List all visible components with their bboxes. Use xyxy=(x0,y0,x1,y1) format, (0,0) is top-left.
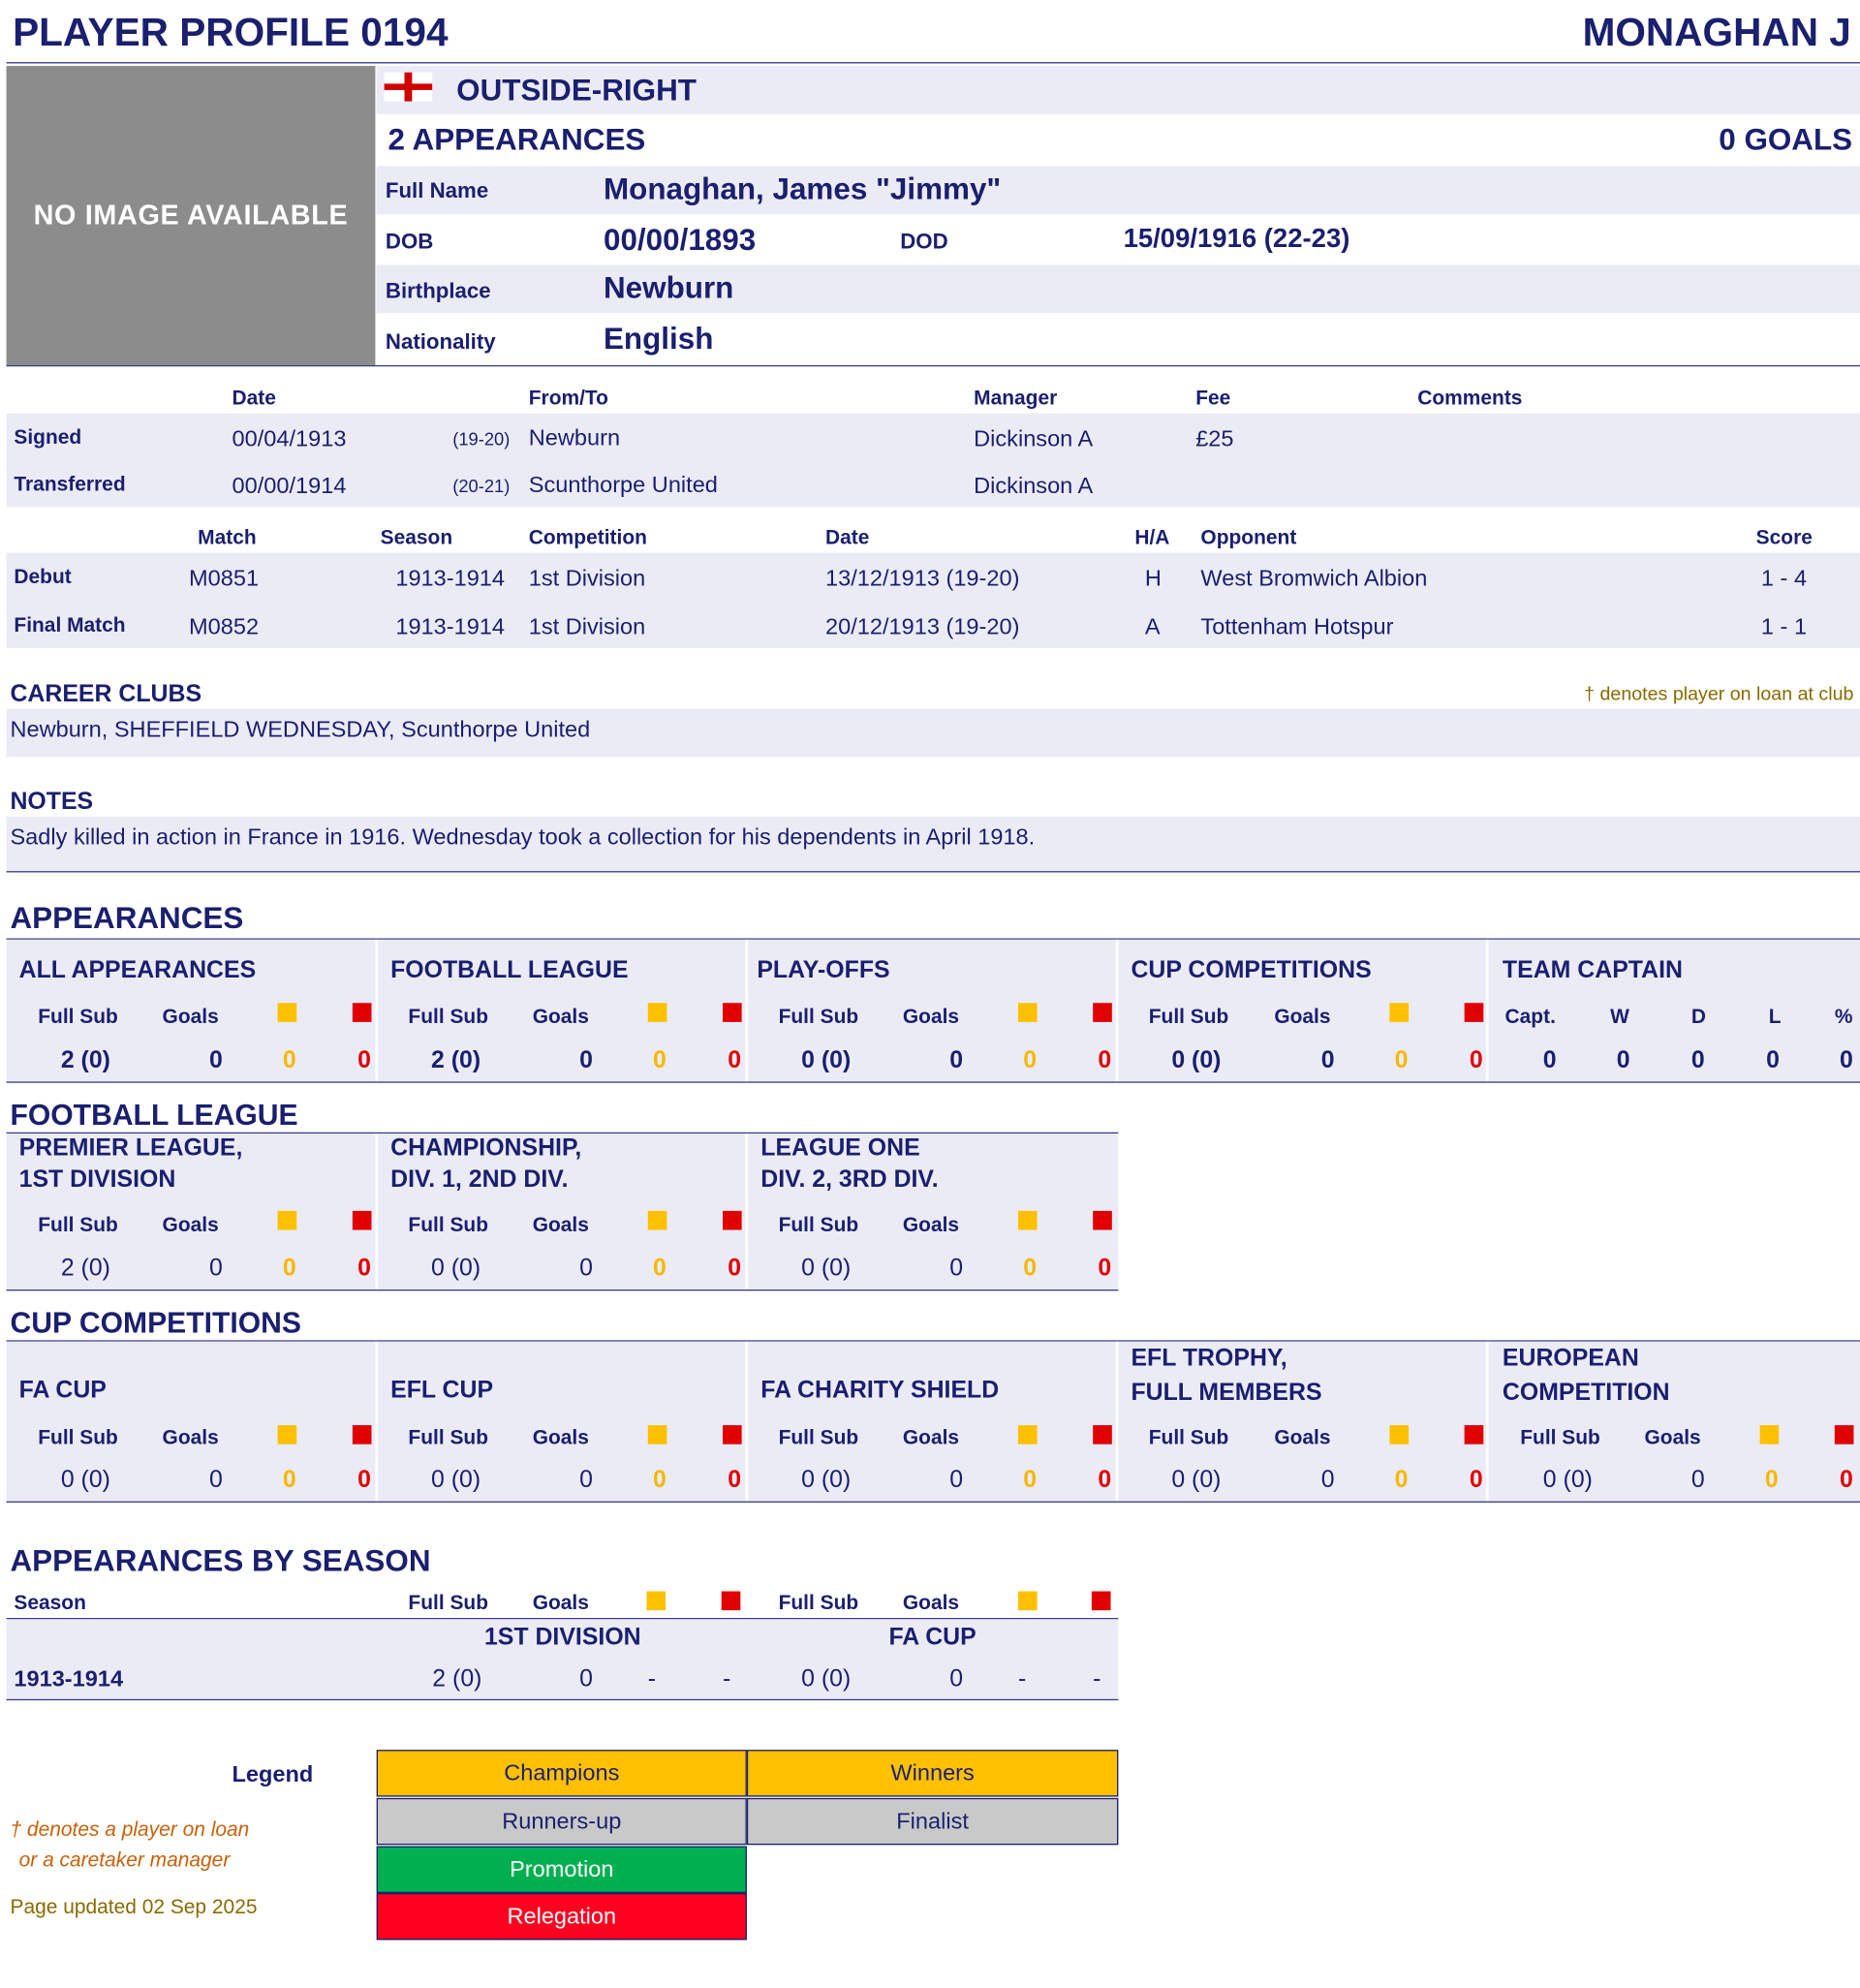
notes-title: NOTES xyxy=(10,789,94,816)
notes-divider xyxy=(7,871,1860,872)
yellow-value: 0 xyxy=(1023,1467,1038,1494)
dod-value: 15/09/1916 (22-23) xyxy=(1123,224,1350,254)
full-sub-label: Full Sub xyxy=(778,1427,859,1449)
profile-title: PLAYER PROFILE 0194 xyxy=(13,10,449,55)
match-row-opponent: Tottenham Hotspur xyxy=(1200,613,1394,639)
dod-label: DOD xyxy=(900,229,948,254)
transfer-date-header: Date xyxy=(232,388,276,410)
red-card-icon xyxy=(1835,1425,1854,1444)
block-title-line2: COMPETITION xyxy=(1502,1379,1670,1407)
season-row-season: 1913-1914 xyxy=(14,1665,124,1692)
transfer-row-label: Signed xyxy=(14,427,82,450)
red-value: 0 xyxy=(1098,1255,1112,1283)
block-title-line1: PREMIER LEAGUE, xyxy=(18,1134,243,1162)
footer-loan-note-1: † denotes a player on loan xyxy=(10,1819,250,1842)
match-score-header: Score xyxy=(1755,527,1813,549)
yellow-card-icon xyxy=(1018,1592,1038,1611)
red-card-icon xyxy=(1093,1003,1112,1022)
transfer-row-date: 00/04/1913 xyxy=(232,425,347,451)
apps-value: 0 (0) xyxy=(801,1255,852,1283)
header-divider xyxy=(7,62,1860,63)
full-sub-label: Full Sub xyxy=(38,1214,118,1237)
apps-value: 2 (0) xyxy=(60,1255,110,1283)
col-divider xyxy=(375,940,378,1082)
yellow-value: 0 xyxy=(1764,1467,1779,1494)
match-opponent-header: Opponent xyxy=(1200,527,1297,549)
red-card-icon xyxy=(1093,1425,1112,1444)
yellow-value: 0 xyxy=(653,1467,666,1494)
match-row-label: Debut xyxy=(14,567,72,589)
block-title: FA CHARITY SHIELD xyxy=(760,1377,1000,1404)
season-row-g2-yellow: - xyxy=(1017,1665,1027,1693)
yellow-card-icon xyxy=(646,1592,666,1611)
player-position: OUTSIDE-RIGHT xyxy=(456,73,697,109)
match-row-id: M0851 xyxy=(189,565,260,591)
block-title: EFL CUP xyxy=(390,1377,494,1404)
match-row-season: 1913-1914 xyxy=(395,613,506,639)
full-name-value: Monaghan, James "Jimmy" xyxy=(603,171,1002,207)
goals-label: Goals xyxy=(1274,1427,1331,1449)
yellow-card-icon xyxy=(278,1003,297,1022)
match-row-score: 1 - 4 xyxy=(1760,565,1808,591)
red-card-icon xyxy=(353,1003,372,1022)
red-card-icon xyxy=(353,1425,372,1444)
apps-value: 2 (0) xyxy=(430,1047,481,1074)
transfer-comments-header: Comments xyxy=(1417,388,1523,410)
yellow-value: 0 xyxy=(282,1255,296,1283)
legend-champions xyxy=(377,1750,747,1796)
col-divider xyxy=(746,1342,749,1502)
career-clubs-title: CAREER CLUBS xyxy=(10,680,202,708)
yellow-card-icon xyxy=(1760,1425,1780,1444)
season-row-g2-apps: 0 (0) xyxy=(801,1665,852,1693)
goals-value: 0 xyxy=(579,1047,593,1074)
legend-champions-label: Champions xyxy=(504,1759,620,1786)
col-divider xyxy=(1116,940,1119,1082)
full-sub-label: Full Sub xyxy=(1148,1007,1229,1029)
legend-finalist-label: Finalist xyxy=(896,1808,969,1834)
appearances-bottom-line xyxy=(7,1081,1860,1082)
transfer-row-manager: Dickinson A xyxy=(974,473,1094,499)
red-value: 0 xyxy=(1840,1467,1853,1494)
red-value: 0 xyxy=(728,1467,742,1494)
legend-relegation-label: Relegation xyxy=(507,1903,617,1929)
captain-title: TEAM CAPTAIN xyxy=(1502,957,1683,984)
transfer-row-season: (19-20) xyxy=(452,428,511,450)
yellow-value: 0 xyxy=(1023,1047,1038,1074)
match-season-header: Season xyxy=(380,527,453,549)
england-flag-icon xyxy=(385,73,433,102)
goals-label: Goals xyxy=(902,1214,960,1237)
stripe-birthplace xyxy=(377,265,1860,314)
legend-promotion-label: Promotion xyxy=(510,1856,614,1882)
appearances-title: APPEARANCES xyxy=(10,901,244,936)
yellow-card-icon xyxy=(278,1211,297,1230)
goals-value: 0 xyxy=(949,1255,964,1283)
yellow-value: 0 xyxy=(653,1047,666,1074)
season-header: Season xyxy=(14,1592,86,1615)
yellow-card-icon xyxy=(1389,1003,1409,1022)
red-value: 0 xyxy=(1098,1467,1112,1494)
goals-label: Goals xyxy=(1644,1427,1701,1449)
photo-placeholder-text: NO IMAGE AVAILABLE xyxy=(33,199,349,232)
red-value: 0 xyxy=(728,1047,742,1074)
dob-label: DOB xyxy=(385,229,434,254)
goals-total: 0 GOALS xyxy=(1719,122,1853,158)
full-sub-label: Full Sub xyxy=(778,1214,859,1237)
red-card-icon xyxy=(723,1211,742,1230)
block-title: FA CUP xyxy=(18,1377,107,1404)
goals-label: Goals xyxy=(162,1007,219,1029)
g2-goals-label: Goals xyxy=(902,1592,960,1615)
cup-competitions-title: CUP COMPETITIONS xyxy=(10,1306,301,1340)
percent-value: 0 xyxy=(1840,1047,1853,1074)
season-row-g1-goals: 0 xyxy=(579,1665,593,1693)
goals-label: Goals xyxy=(532,1214,589,1237)
apps-value: 0 (0) xyxy=(801,1047,852,1074)
footer-loan-note-2: or a caretaker manager xyxy=(18,1849,231,1872)
block-title: FOOTBALL LEAGUE xyxy=(390,957,629,984)
col-divider xyxy=(1116,1342,1119,1502)
match-row-competition: 1st Division xyxy=(528,613,646,639)
page-updated: Page updated 02 Sep 2025 xyxy=(10,1896,258,1919)
player-short-name: MONAGHAN J xyxy=(1582,10,1851,55)
yellow-value: 0 xyxy=(1023,1255,1038,1283)
goals-value: 0 xyxy=(1320,1047,1335,1074)
goals-label: Goals xyxy=(162,1427,219,1449)
match-ha-header: H/A xyxy=(1134,527,1170,549)
yellow-card-icon xyxy=(1018,1425,1038,1444)
goals-value: 0 xyxy=(208,1255,223,1283)
birthplace-value: Newburn xyxy=(603,271,734,306)
goals-label: Goals xyxy=(1274,1007,1331,1029)
red-card-icon xyxy=(723,1003,742,1022)
football-league-title: FOOTBALL LEAGUE xyxy=(10,1098,298,1132)
apps-value: 0 (0) xyxy=(1542,1467,1593,1494)
legend-promotion xyxy=(377,1847,747,1893)
block-title-line2: 1ST DIVISION xyxy=(18,1166,176,1194)
goals-value: 0 xyxy=(208,1047,223,1074)
season-row-g1-red: - xyxy=(723,1665,731,1693)
match-row-score: 1 - 1 xyxy=(1760,613,1808,639)
yellow-card-icon xyxy=(1389,1425,1409,1444)
capt-value: 0 xyxy=(1542,1047,1557,1074)
red-card-icon xyxy=(1092,1592,1111,1611)
yellow-card-icon xyxy=(648,1425,667,1444)
percent-label: % xyxy=(1834,1007,1853,1029)
col-divider xyxy=(375,1134,378,1289)
block-title: CUP COMPETITIONS xyxy=(1131,957,1372,984)
col-divider xyxy=(1486,1342,1489,1502)
match-row-opponent: West Bromwich Albion xyxy=(1200,565,1428,591)
goals-value: 0 xyxy=(579,1255,593,1283)
transfer-row-manager: Dickinson A xyxy=(974,425,1094,451)
transfer-fromto-header: From/To xyxy=(528,388,608,410)
dob-value: 00/00/1893 xyxy=(603,223,757,258)
goals-label: Goals xyxy=(532,1007,589,1029)
match-row-id: M0852 xyxy=(189,613,260,639)
transfer-row-club: Scunthorpe United xyxy=(528,471,718,498)
notes-text: Sadly killed in action in France in 1916. Wednesday took a collection for his dependents in April 1918. xyxy=(10,823,1036,850)
goals-label: Goals xyxy=(532,1427,589,1449)
match-row-date: 20/12/1913 (19-20) xyxy=(825,613,1020,639)
apps-value: 0 (0) xyxy=(60,1467,110,1494)
legend-runners-up xyxy=(377,1798,747,1845)
legend-winners-label: Winners xyxy=(890,1759,975,1786)
apps-value: 0 (0) xyxy=(430,1255,481,1283)
col-divider xyxy=(375,1342,378,1502)
legend-title: Legend xyxy=(232,1760,314,1787)
career-loan-note: † denotes player on loan at club xyxy=(1584,683,1854,705)
legend-runners-up-label: Runners-up xyxy=(502,1808,622,1834)
block-title-line1: LEAGUE ONE xyxy=(760,1134,920,1162)
by-season-title: APPEARANCES BY SEASON xyxy=(10,1544,431,1579)
goals-value: 0 xyxy=(1690,1467,1705,1494)
full-sub-label: Full Sub xyxy=(38,1007,118,1029)
col-divider xyxy=(746,940,749,1082)
transfer-row-date: 00/00/1914 xyxy=(232,473,347,499)
apps-value: 0 (0) xyxy=(1171,1047,1222,1074)
match-id-header: Match xyxy=(198,527,257,549)
season-group-fa-cup: FA CUP xyxy=(888,1624,976,1652)
block-title-line2: DIV. 1, 2ND DIV. xyxy=(390,1166,569,1194)
match-competition-header: Competition xyxy=(528,527,647,549)
red-card-icon xyxy=(1465,1425,1484,1444)
nationality-value: English xyxy=(603,322,714,357)
stripe-full-name xyxy=(377,166,1860,214)
birthplace-label: Birthplace xyxy=(385,278,491,303)
red-value: 0 xyxy=(357,1047,371,1074)
red-card-icon xyxy=(353,1211,372,1230)
red-value: 0 xyxy=(357,1255,371,1283)
career-clubs-list: Newburn, SHEFFIELD WEDNESDAY, Scunthorpe United xyxy=(10,716,591,742)
yellow-value: 0 xyxy=(1394,1467,1409,1494)
draws-label: D xyxy=(1690,1007,1707,1029)
g2-full-sub-label: Full Sub xyxy=(778,1592,859,1615)
full-sub-label: Full Sub xyxy=(38,1427,118,1449)
details-divider xyxy=(7,365,1860,366)
full-sub-label: Full Sub xyxy=(1520,1427,1600,1449)
red-value: 0 xyxy=(357,1467,371,1494)
cups-bottom-line xyxy=(7,1502,1860,1503)
full-sub-label: Full Sub xyxy=(408,1007,489,1029)
match-row-ha: A xyxy=(1144,613,1161,639)
full-sub-label: Full Sub xyxy=(778,1007,859,1029)
block-title-line2: FULL MEMBERS xyxy=(1131,1379,1322,1407)
goals-value: 0 xyxy=(1320,1467,1335,1494)
season-row-g1-yellow: - xyxy=(647,1665,657,1693)
goals-value: 0 xyxy=(208,1467,223,1494)
goals-label: Goals xyxy=(162,1214,219,1237)
red-value: 0 xyxy=(728,1255,742,1283)
yellow-card-icon xyxy=(1018,1003,1038,1022)
match-row-label: Final Match xyxy=(14,614,126,637)
match-row-competition: 1st Division xyxy=(528,565,646,591)
losses-value: 0 xyxy=(1766,1047,1780,1074)
yellow-value: 0 xyxy=(282,1467,296,1494)
red-value: 0 xyxy=(1469,1467,1483,1494)
goals-value: 0 xyxy=(949,1467,964,1494)
yellow-card-icon xyxy=(278,1425,297,1444)
photo-placeholder xyxy=(7,66,376,365)
match-row-ha: H xyxy=(1144,565,1162,591)
block-title: PLAY-OFFS xyxy=(757,957,890,984)
full-sub-label: Full Sub xyxy=(408,1214,489,1237)
full-sub-label: Full Sub xyxy=(408,1427,489,1449)
legend-winners xyxy=(747,1750,1118,1796)
apps-value: 2 (0) xyxy=(60,1047,110,1074)
yellow-value: 0 xyxy=(653,1255,666,1283)
block-title-line1: CHAMPIONSHIP, xyxy=(390,1134,582,1162)
season-group-league: 1ST DIVISION xyxy=(483,1624,641,1652)
red-card-icon xyxy=(722,1592,741,1611)
yellow-card-icon xyxy=(1018,1211,1038,1230)
goals-label: Goals xyxy=(902,1427,960,1449)
transfer-manager-header: Manager xyxy=(974,388,1058,410)
losses-label: L xyxy=(1768,1007,1782,1029)
yellow-card-icon xyxy=(648,1003,667,1022)
transfer-fee-header: Fee xyxy=(1195,388,1231,410)
match-row-date: 13/12/1913 (19-20) xyxy=(825,565,1020,591)
col-divider xyxy=(1486,940,1489,1082)
goals-label: Goals xyxy=(902,1007,960,1029)
g1-full-sub-label: Full Sub xyxy=(408,1592,489,1615)
season-row-g1-apps: 2 (0) xyxy=(432,1665,482,1693)
transfer-row-fee: £25 xyxy=(1195,425,1234,451)
block-title-line1: EUROPEAN xyxy=(1502,1345,1639,1373)
season-row-g2-goals: 0 xyxy=(949,1665,964,1693)
block-title: ALL APPEARANCES xyxy=(18,957,257,984)
red-card-icon xyxy=(1465,1003,1484,1022)
g1-goals-label: Goals xyxy=(532,1592,589,1615)
goals-value: 0 xyxy=(949,1047,964,1074)
draws-value: 0 xyxy=(1690,1047,1705,1074)
transfer-row-label: Transferred xyxy=(14,474,126,496)
transfer-row-club: Newburn xyxy=(528,424,621,450)
red-value: 0 xyxy=(1098,1047,1112,1074)
appearances-total: 2 APPEARANCES xyxy=(388,122,646,158)
legend-finalist xyxy=(747,1798,1118,1845)
goals-value: 0 xyxy=(579,1467,593,1494)
nationality-label: Nationality xyxy=(385,329,496,355)
full-name-label: Full Name xyxy=(385,178,489,203)
legend-relegation xyxy=(377,1893,747,1940)
season-row-g2-red: - xyxy=(1093,1665,1101,1693)
apps-value: 0 (0) xyxy=(801,1467,852,1494)
wins-value: 0 xyxy=(1616,1047,1630,1074)
season-bottom-line xyxy=(7,1699,1119,1700)
red-card-icon xyxy=(723,1425,742,1444)
yellow-value: 0 xyxy=(282,1047,296,1074)
red-value: 0 xyxy=(1469,1047,1483,1074)
transfer-row-season: (20-21) xyxy=(452,475,511,496)
wins-label: W xyxy=(1610,1007,1629,1029)
apps-value: 0 (0) xyxy=(1171,1467,1222,1494)
red-card-icon xyxy=(1093,1211,1112,1230)
match-row-season: 1913-1914 xyxy=(395,565,506,591)
col-divider xyxy=(746,1134,749,1289)
yellow-card-icon xyxy=(648,1211,667,1230)
capt-label: Capt. xyxy=(1504,1007,1556,1029)
league-bottom-line xyxy=(7,1289,1119,1290)
block-title-line1: EFL TROPHY, xyxy=(1131,1345,1287,1373)
block-title-line2: DIV. 2, 3RD DIV. xyxy=(760,1166,939,1194)
full-sub-label: Full Sub xyxy=(1148,1427,1229,1449)
yellow-value: 0 xyxy=(1394,1047,1409,1074)
apps-value: 0 (0) xyxy=(430,1467,481,1494)
match-date-header: Date xyxy=(825,527,870,549)
